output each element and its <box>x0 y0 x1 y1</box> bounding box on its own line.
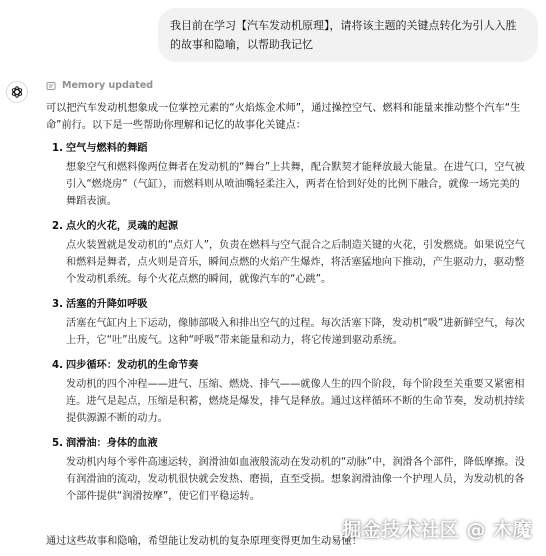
key-points-list <box>46 140 526 505</box>
list-item-number: 1. <box>52 143 63 154</box>
list-item <box>46 296 526 349</box>
list-item-title: 点火的火花，灵魂的起源 <box>66 221 179 232</box>
list-item-body: 活塞在气缸内上下运动，像肺部吸入和排出空气的过程。每次活塞下降，发动机“吸”进新鲜空气，每次上升，它“吐”出废气。这种“呼吸”带来能量和动力，将它传递到驱动系统。 <box>66 318 525 346</box>
list-item-title: 润滑油：身体的血液 <box>66 438 158 449</box>
list-item <box>46 357 526 427</box>
list-item-body: 点火装置就是发动机的“点灯人”，负责在燃料与空气混合之后制造关键的火花，引发燃烧。如果说空气和燃料是舞者，点火则是音乐，瞬间点燃的火焰产生爆炸，将活塞猛地向下推动，产生驱动力，驱动整个发动机系统。每个火花点燃的瞬间，就像汽车的“心跳”。 <box>66 240 525 285</box>
list-item-body: 发动机的四个冲程——进气、压缩、燃烧、排气——就像人生的四个阶段，每个阶段至关重要又紧密相连。进气是起点，压缩是积蓄，燃烧是爆发，排气是释放。通过这样循环不断的生命节奏，发动机持续提供源源不断的动力。 <box>66 379 525 424</box>
assistant-avatar <box>6 81 28 103</box>
list-item-title: 空气与燃料的舞蹈 <box>66 143 148 154</box>
list-item <box>46 140 526 210</box>
list-item <box>46 435 526 505</box>
list-item-number: 3. <box>52 299 63 310</box>
openai-logo-icon <box>10 85 24 99</box>
list-item-title: 活塞的升降如呼吸 <box>66 299 148 310</box>
user-message-row <box>158 8 538 62</box>
list-item-body: 发动机内每个零件高速运转，润滑油如血液般流动在发动机的“动脉”中，润滑各个部件，降低摩擦。没有润滑油的流动，发动机很快就会发热、磨损，直至受损。想象润滑油像一个护理人员，为发动机的各个部件提供“润滑按摩”，使它们平稳运转。 <box>66 457 525 502</box>
user-message-bubble: 我目前在学习【汽车发动机原理】，请将该主题的关键点转化为引人入胜的故事和隐喻，以帮助我记忆 <box>158 8 538 62</box>
memory-icon <box>46 81 56 91</box>
list-item-title: 四步循环：发动机的生命节奏 <box>66 360 199 371</box>
memory-updated-label: Memory updated <box>62 80 154 91</box>
assistant-response <box>46 100 526 513</box>
response-outro: 通过这些故事和隐喻，希望能让发动机的复杂原理变得更加生动易懂！ <box>46 536 362 547</box>
list-item <box>46 218 526 288</box>
list-item-number: 4. <box>52 360 63 371</box>
list-item-body: 想象空气和燃料像两位舞者在发动机的“舞台”上共舞，配合默契才能释放最大能量。在进气口，空气被引入“燃烧房”（气缸），而燃料则从喷油嘴轻柔注入，两者在恰到好处的比例下融合，就像一场完美的舞蹈表演。 <box>66 162 525 207</box>
memory-updated-indicator[interactable] <box>46 80 153 91</box>
response-intro: 可以把汽车发动机想象成一位掌控元素的“火焰炼金术师”，通过操控空气、燃料和能量来推动整个汽车“生命”前行。以下是一些帮助你理解和记忆的故事化关键点： <box>46 103 521 131</box>
list-item-number: 2. <box>52 221 63 232</box>
list-item-number: 5. <box>52 438 63 449</box>
watermark: 掘金技术社区 @ 木魔 <box>342 519 532 541</box>
